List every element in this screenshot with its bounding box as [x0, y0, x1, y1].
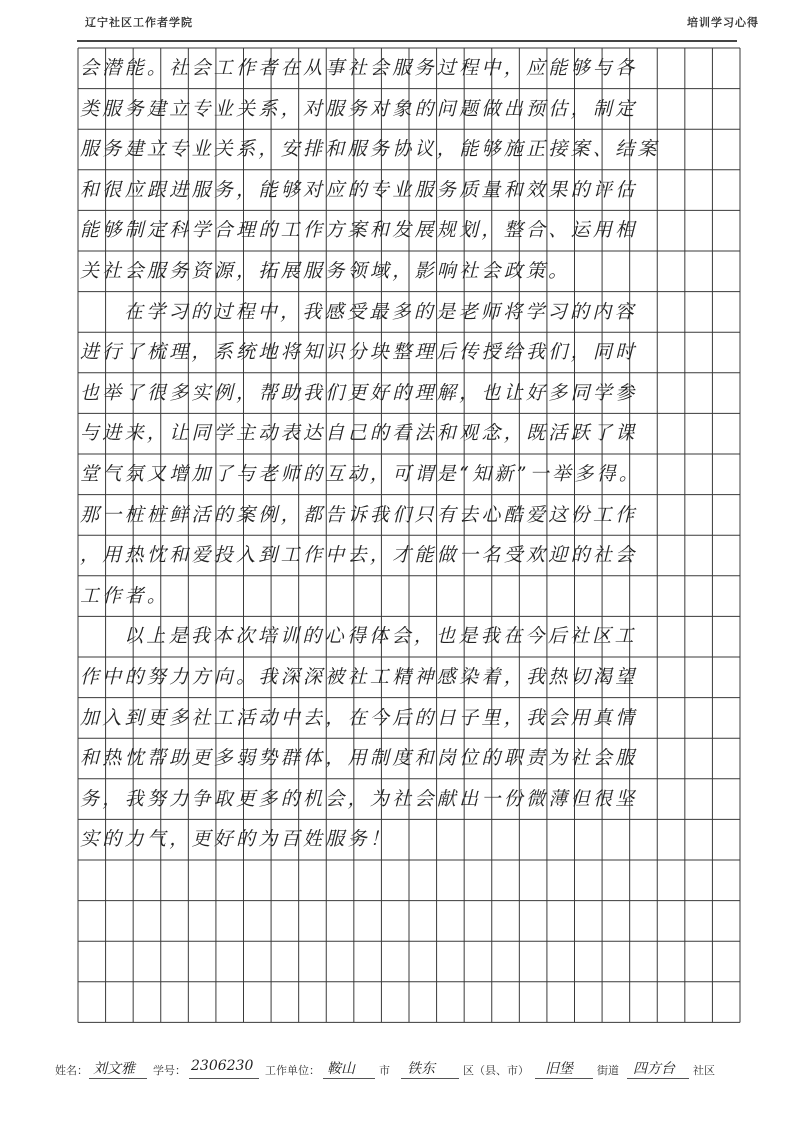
district-value: 铁东 [407, 1061, 435, 1077]
handwritten-line: 作中的努力方向。我深深被社工精神感染着，我热切渴望 [80, 666, 638, 688]
city-label: 市 [379, 1064, 390, 1077]
community-underline [627, 1078, 689, 1079]
city-value: 鞍山 [327, 1061, 355, 1077]
handwritten-line: 工作者。 [80, 584, 170, 607]
unit-label: 工作单位： [265, 1064, 320, 1077]
handwritten-line: 那一桩桩鲜活的案例，都告诉我们只有去心酷爱这份工作 [80, 503, 638, 526]
handwritten-line: 以上是我本次培训的心得体会，也是我在今后社区工 [124, 625, 637, 648]
district-label: 区（县、市） [463, 1064, 529, 1077]
handwritten-line: 服务建立专业关系，安排和服务协议，能够施正接案、结案 [80, 138, 660, 161]
street-label: 街道 [597, 1064, 619, 1077]
handwritten-line: 会潜能。社会工作者在从事社会服务过程中，应能够与各 [80, 57, 638, 79]
handwritten-line: 务，我努力争取更多的机会，为社会献出一份微薄但很坚 [80, 787, 638, 810]
handwritten-line: 与进来，让同学主动表达自己的看法和观念，既活跃了课 [80, 422, 638, 445]
header-document-type: 培训学习心得 [687, 16, 759, 29]
handwritten-line: 和热忱帮助更多弱势群体，用制度和岗位的职责为社会服 [80, 747, 638, 770]
handwritten-line: 在学习的过程中，我感受最多的是老师将学习的内容 [124, 300, 637, 323]
name-value: 刘文雅 [93, 1061, 135, 1077]
community-value: 四方台 [633, 1061, 675, 1077]
community-label: 社区 [693, 1064, 715, 1077]
name-underline [89, 1078, 147, 1079]
city-underline [323, 1078, 375, 1079]
id-underline [189, 1078, 259, 1079]
handwritten-line: 堂气氛又增加了与老师的互动，可谓是“知新”一举多得。 [80, 463, 642, 485]
handwritten-line: 实的力气，更好的为百姓服务！ [80, 828, 393, 851]
handwritten-line: 加入到更多社工活动中去，在今后的日子里，我会用真情 [80, 706, 638, 729]
handwritten-line: 也举了很多实例，帮助我们更好的理解，也让好多同学参 [80, 381, 638, 404]
id-label: 学号： [153, 1064, 186, 1077]
district-underline [401, 1078, 459, 1079]
street-underline [535, 1078, 593, 1079]
student-info-footer [55, 1058, 775, 1082]
handwritten-line: 能够制定科学合理的工作方案和发展规划，整合、运用相 [80, 219, 638, 242]
name-label: 姓名： [55, 1064, 88, 1077]
handwritten-line: ，用热忱和爱投入到工作中去，才能做一名受欢迎的社会 [80, 544, 638, 567]
header-institute-name: 辽宁社区工作者学院 [85, 16, 193, 29]
handwritten-line: 关社会服务资源，拓展服务领域，影响社会政策。 [80, 260, 571, 282]
handwritten-line: 和很应跟进服务，能够对应的专业服务质量和效果的评估 [80, 178, 638, 201]
handwritten-line: 进行了梳理，系统地将知识分块整理后传授给我们，同时 [80, 341, 638, 364]
id-value: 2306230 [191, 1058, 254, 1074]
handwritten-line: 类服务建立专业关系，对服务对象的问题做出预估，制定 [80, 97, 638, 120]
street-value: 旧堡 [545, 1061, 573, 1077]
